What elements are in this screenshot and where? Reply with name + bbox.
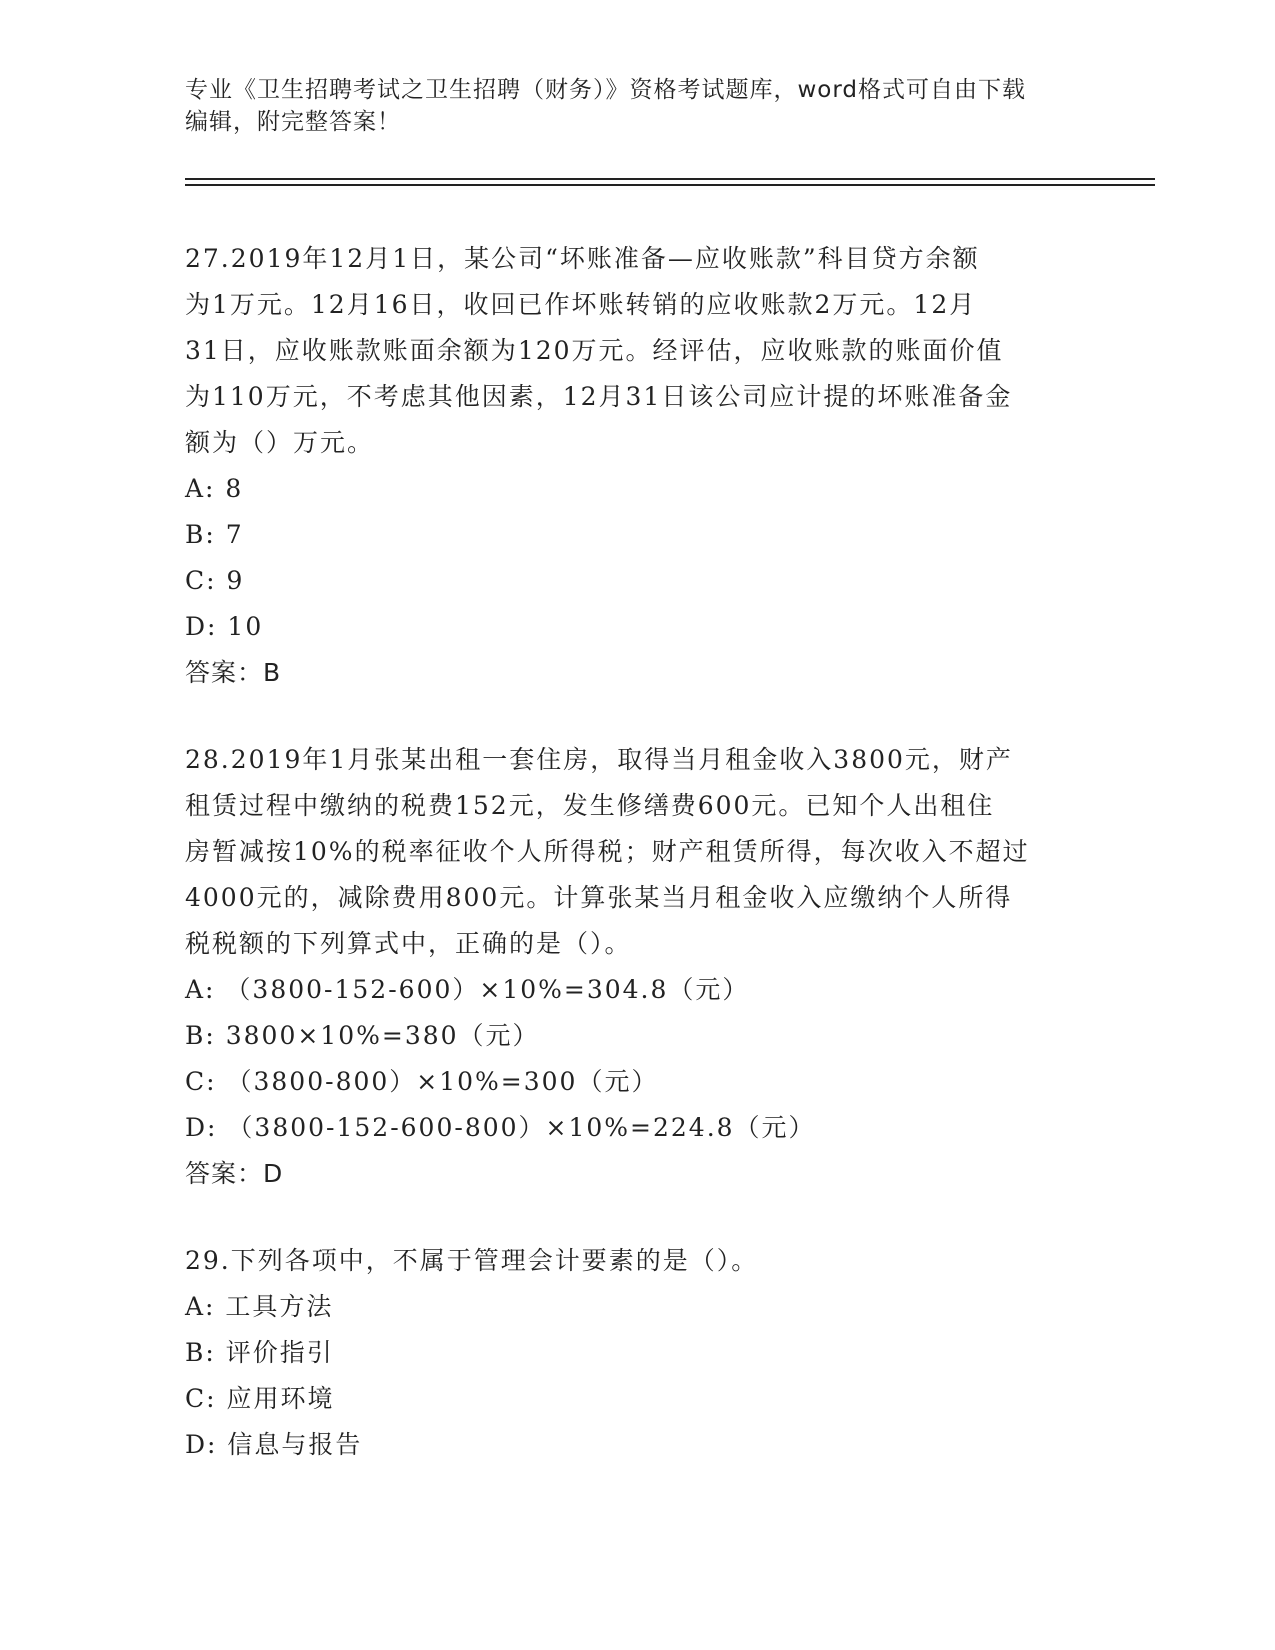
option-d: D: （3800-152-600-800）×10%=224.8（元） (185, 1113, 816, 1142)
question-stem-line: 税税额的下列算式中，正确的是（）。 (185, 929, 632, 958)
question-stem-line: 租赁过程中缴纳的税费152元，发生修缮费600元。已知个人出租住 (185, 791, 995, 820)
option-c: C: （3800-800）×10%=300（元） (185, 1067, 659, 1096)
header-divider (185, 184, 1155, 186)
question-27 (185, 236, 1085, 696)
question-stem-line: 为110万元，不考虑其他因素，12月31日该公司应计提的坏账准备金 (185, 382, 1013, 411)
option-a: A: 工具方法 (185, 1292, 334, 1321)
option-d: D: 信息与报告 (185, 1430, 363, 1459)
question-stem-line: 额为（）万元。 (185, 428, 375, 457)
question-stem-line: 29.下列各项中，不属于管理会计要素的是（）。 (185, 1246, 759, 1275)
question-list (185, 236, 1085, 1509)
option-a: A: （3800-152-600）×10%=304.8（元） (185, 975, 750, 1004)
question-29 (185, 1238, 1085, 1468)
option-b: B: 3800×10%=380（元） (185, 1021, 540, 1050)
header-line: 编辑，附完整答案！ (185, 109, 401, 135)
question-stem-line: 27.2019年12月1日，某公司“坏账准备—应收账款”科目贷方余额 (185, 244, 980, 273)
question-stem-line: 28.2019年1月张某出租一套住房，取得当月租金收入3800元，财产 (185, 745, 1013, 774)
question-28 (185, 737, 1085, 1197)
option-a: A: 8 (185, 474, 244, 503)
answer-label: 答案：D (185, 1159, 284, 1188)
question-stem-line: 31日，应收账款账面余额为120万元。经评估，应收账款的账面价值 (185, 336, 1004, 365)
option-b: B: 评价指引 (185, 1338, 334, 1367)
question-stem-line: 为1万元。12月16日，收回已作坏账转销的应收账款2万元。12月 (185, 290, 977, 319)
option-c: C: 应用环境 (185, 1384, 335, 1413)
document-header (185, 74, 1065, 138)
header-divider (185, 178, 1155, 180)
option-c: C: 9 (185, 566, 245, 595)
option-d: D: 10 (185, 612, 264, 641)
answer-label: 答案：B (185, 658, 282, 687)
header-line: 专业《卫生招聘考试之卫生招聘（财务）》资格考试题库，word格式可自由下载 (185, 77, 1027, 103)
question-stem-line: 4000元的，减除费用800元。计算张某当月租金收入应缴纳个人所得 (185, 883, 1013, 912)
option-b: B: 7 (185, 520, 244, 549)
question-stem-line: 房暂减按10%的税率征收个人所得税；财产租赁所得，每次收入不超过 (185, 837, 1030, 866)
